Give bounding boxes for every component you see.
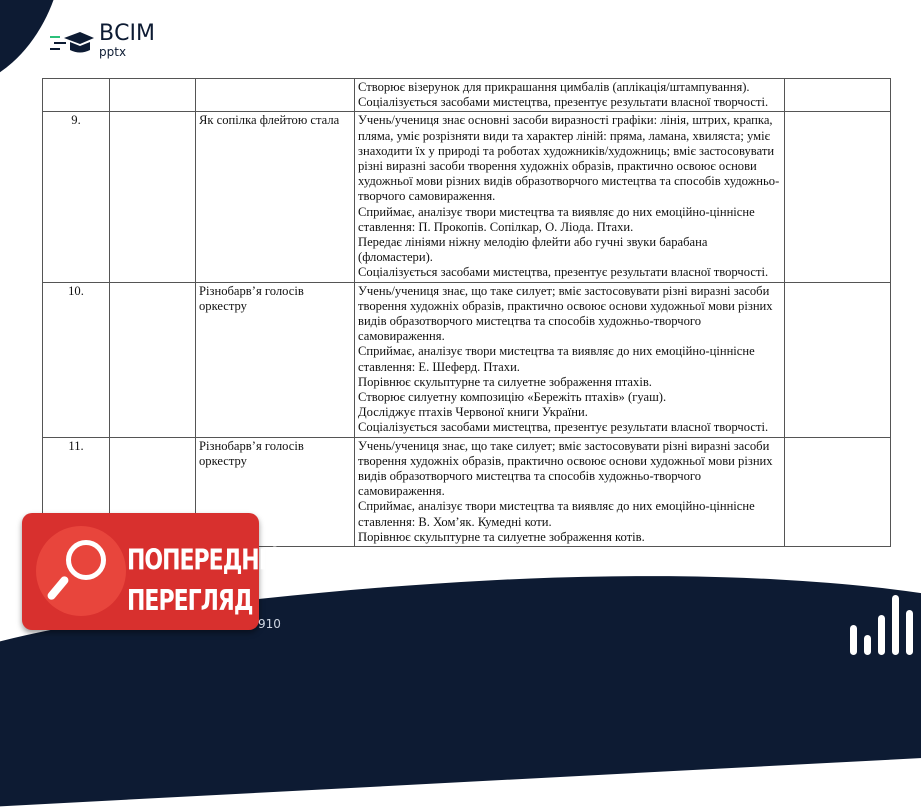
- outcome-line: Учень/учениця знає, що таке силует; вміє застосовувати різні виразні засоби творення художніх образів, практично освоює основи художньої мови різних видів образотворчого мистецтва та способів художньо-творчого самовираження.: [358, 283, 773, 344]
- lesson-topic: Різнобарв’я голосів оркестру: [196, 282, 355, 437]
- badge-line1: ПОПЕРЕДНІЙ: [127, 544, 284, 578]
- table-row: [43, 282, 891, 437]
- outcome-line: Створює візерунок для прикрашання цимбалів (аплікація/штампування).: [358, 80, 750, 94]
- table-row: [43, 112, 891, 282]
- logo: [50, 21, 155, 59]
- notes-cell: [785, 282, 891, 437]
- lesson-outcomes: [355, 112, 785, 282]
- table-row: [43, 79, 891, 112]
- lesson-number: 10.: [43, 282, 110, 437]
- curriculum-table: [42, 78, 891, 547]
- empty-cell: [110, 79, 196, 112]
- graduation-cap-icon: [50, 30, 95, 54]
- outcome-line: Сприймає, аналізує твори мистецтва та виявляє до них емоційно-ціннісне ставлення: В. Хом’як. Кумедні коти.: [358, 499, 755, 529]
- logo-sub: pptx: [99, 45, 127, 59]
- lesson-number: 9.: [43, 112, 110, 282]
- outcome-line: Передає лініями ніжну мелодію флейти або гучні звуки барабана (фломастери).: [358, 235, 708, 265]
- outcome-line: Досліджує птахів Червоної книги України.: [358, 405, 588, 420]
- outcome-line: Учень/учениця знає, що таке силует; вміє застосовувати різні виразні засоби творення художніх образів, практично освоює основи художньої мови різних видів образотворчого мистецтва та способів художньо-творчого самовираження.: [358, 438, 773, 499]
- magnifier-icon: [36, 526, 126, 616]
- badge-line2: ПЕРЕГЛЯД: [127, 585, 253, 618]
- notes-cell: [785, 79, 891, 112]
- empty-cell: [110, 112, 196, 282]
- outcome-line: Соціалізується засобами мистецтва, презентує результати власної творчості.: [358, 265, 769, 280]
- outcome-line: Сприймає, аналізує твори мистецтва та виявляє до них емоційно-ціннісне ставлення: Е. Шеферд. Птахи.: [358, 344, 755, 374]
- logo-brand: ВСІМ: [99, 21, 155, 46]
- lesson-topic: Різнобарв’я голосів оркестру: [196, 437, 355, 546]
- page-number: 910: [258, 617, 281, 631]
- lesson-topic: [196, 79, 355, 112]
- notes-cell: [785, 112, 891, 282]
- outcome-line: Соціалізується засобами мистецтва, презентує результати власної творчості.: [358, 420, 769, 435]
- lesson-number: [43, 79, 110, 112]
- outcome-line: Учень/учениця знає основні засоби виразності графіки: лінія, штрих, крапка, пляма, уміє розрізняти види та характер ліній: пряма, ламана, хвиляста; уміє знаходити їх у природі та роботах художників/художниць; вміє застосовувати різні виразні засоби творення художніх образів, практично освоює основи художньої мови різних видів образотворчого мистецтва та способів художньо-творчого самовираження.: [358, 113, 780, 204]
- empty-cell: [110, 282, 196, 437]
- notes-cell: [785, 437, 891, 546]
- lesson-outcomes: [355, 437, 785, 546]
- lesson-number: 11.: [43, 437, 110, 546]
- outcome-line: Створює силуетну композицію «Бережіть птахів» (гуаш).: [358, 390, 667, 405]
- lesson-topic: Як сопілка флейтою стала: [196, 112, 355, 282]
- outcome-line: Порівнює скульптурне та силуетне зображення котів.: [358, 529, 645, 544]
- lesson-outcomes: [355, 282, 785, 437]
- outcome-line: Сприймає, аналізує твори мистецтва та виявляє до них емоційно-ціннісне ставлення: П. Прокопів. Сопілкар, О. Ліода. Птахи.: [358, 204, 755, 234]
- outcome-line: Порівнює скульптурне та силуетне зображення птахів.: [358, 374, 652, 389]
- outcome-line: Соціалізується засобами мистецтва, презентує результати власної творчості.: [358, 95, 769, 110]
- lesson-outcomes: [355, 79, 785, 112]
